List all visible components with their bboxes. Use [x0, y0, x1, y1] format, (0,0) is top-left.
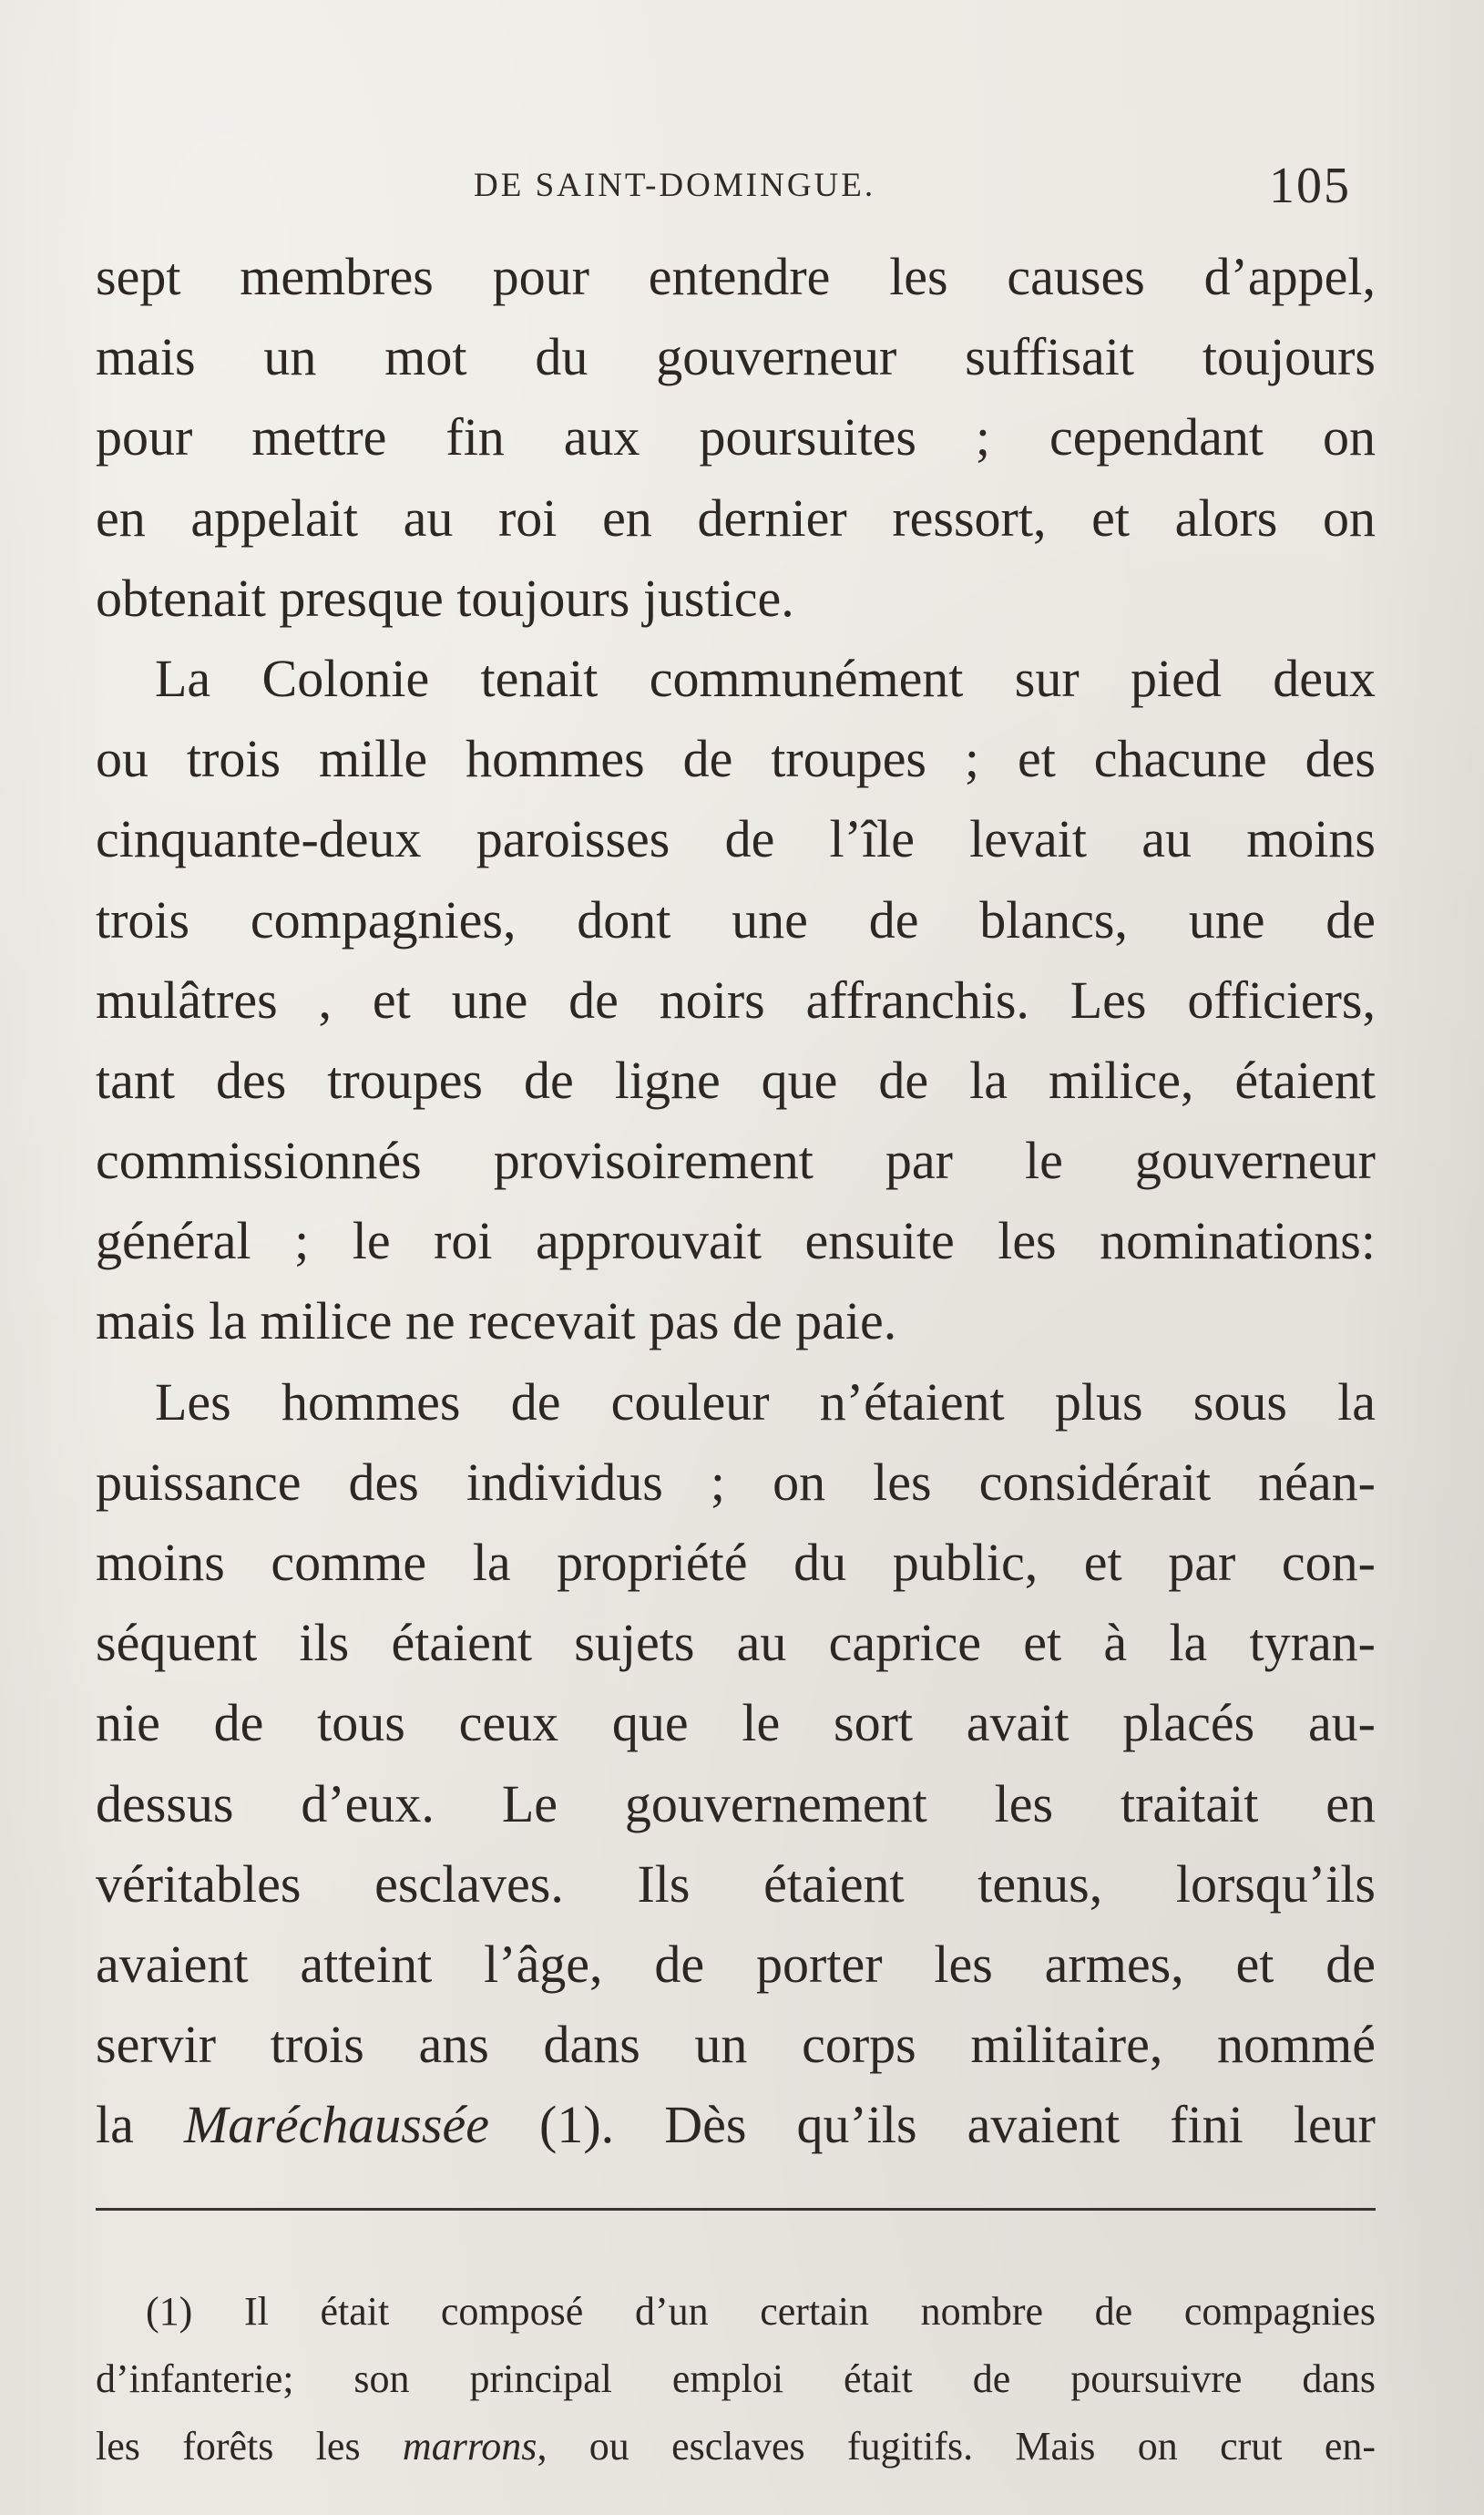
text-line: sept membres pour entendre les causes d’appel, [96, 247, 1376, 306]
text-line: moins comme la propriété du public, et par con- [96, 1533, 1376, 1592]
text-fragment: les forêts les [96, 2424, 403, 2469]
text-line: séquent ils étaient sujets au caprice et à la tyran- [96, 1613, 1376, 1673]
running-head [0, 157, 1484, 214]
text-line: mulâtres , et une de noirs affranchis. Les officiers, [96, 970, 1376, 1030]
text-line: pour mettre fin aux poursuites ; cependant on [96, 407, 1376, 467]
footnote-line: d’infanterie; son principal emploi était de poursuivre dans [96, 2356, 1376, 2401]
paragraph-start-line: La Colonie tenait communément sur pied deux [155, 648, 1376, 708]
footnote-separator [96, 2208, 1376, 2211]
paragraph-start-line: Les hommes de couleur n’étaient plus sous la [155, 1371, 1376, 1432]
italic-term: Maréchaussée [183, 2095, 489, 2155]
text-line: commissionnés provisoirement par le gouverneur [96, 1131, 1376, 1191]
text-line: tant des troupes de ligne que de la milice, étaient [96, 1050, 1376, 1110]
footnote [96, 2278, 1376, 2480]
text-fragment: (1). Dès qu’ils avaient fini leur [488, 2095, 1376, 2155]
footnote-line: (1) Il était composé d’un certain nombre de compagnies [146, 2289, 1376, 2334]
text-line: puissance des individus ; on les considérait néan- [96, 1452, 1376, 1512]
text-line: trois compagnies, dont une de blancs, une de [96, 889, 1376, 950]
running-title: DE SAINT-DOMINGUE. [474, 167, 876, 204]
text-line: général ; le roi approuvait ensuite les nominations: [96, 1211, 1376, 1271]
text-line: obtenait presque toujours justice. [96, 568, 794, 628]
text-fragment: la [96, 2095, 184, 2155]
text-line: nie de tous ceux que le sort avait placés au- [96, 1693, 1376, 1753]
text-line: mais un mot du gouverneur suffisait toujours [96, 327, 1376, 387]
page-number: 105 [1269, 158, 1351, 214]
text-line: ou trois mille hommes de troupes ; et chacune des [96, 729, 1376, 789]
text-line: mais la milice ne recevait pas de paie. [96, 1291, 897, 1351]
text-fragment: , ou esclaves fugitifs. Mais on crut en- [537, 2424, 1377, 2469]
body-text [96, 237, 1376, 2166]
text-line: servir trois ans dans un corps militaire, nommé [96, 2015, 1376, 2075]
text-line: dessus d’eux. Le gouvernement les traitait en [96, 1773, 1376, 1833]
footnote-line [96, 2413, 1376, 2480]
text-line: cinquante-deux paroisses de l’île levait au moins [96, 809, 1376, 869]
italic-term: marrons [402, 2424, 537, 2469]
text-line: avaient atteint l’âge, de porter les armes, et de [96, 1934, 1376, 1994]
text-line: véritables esclaves. Ils étaient tenus, lorsqu’ils [96, 1853, 1376, 1914]
text-line-with-footnote-ref [96, 2085, 1376, 2165]
text-line: en appelait au roi en dernier ressort, et alors on [96, 488, 1376, 548]
